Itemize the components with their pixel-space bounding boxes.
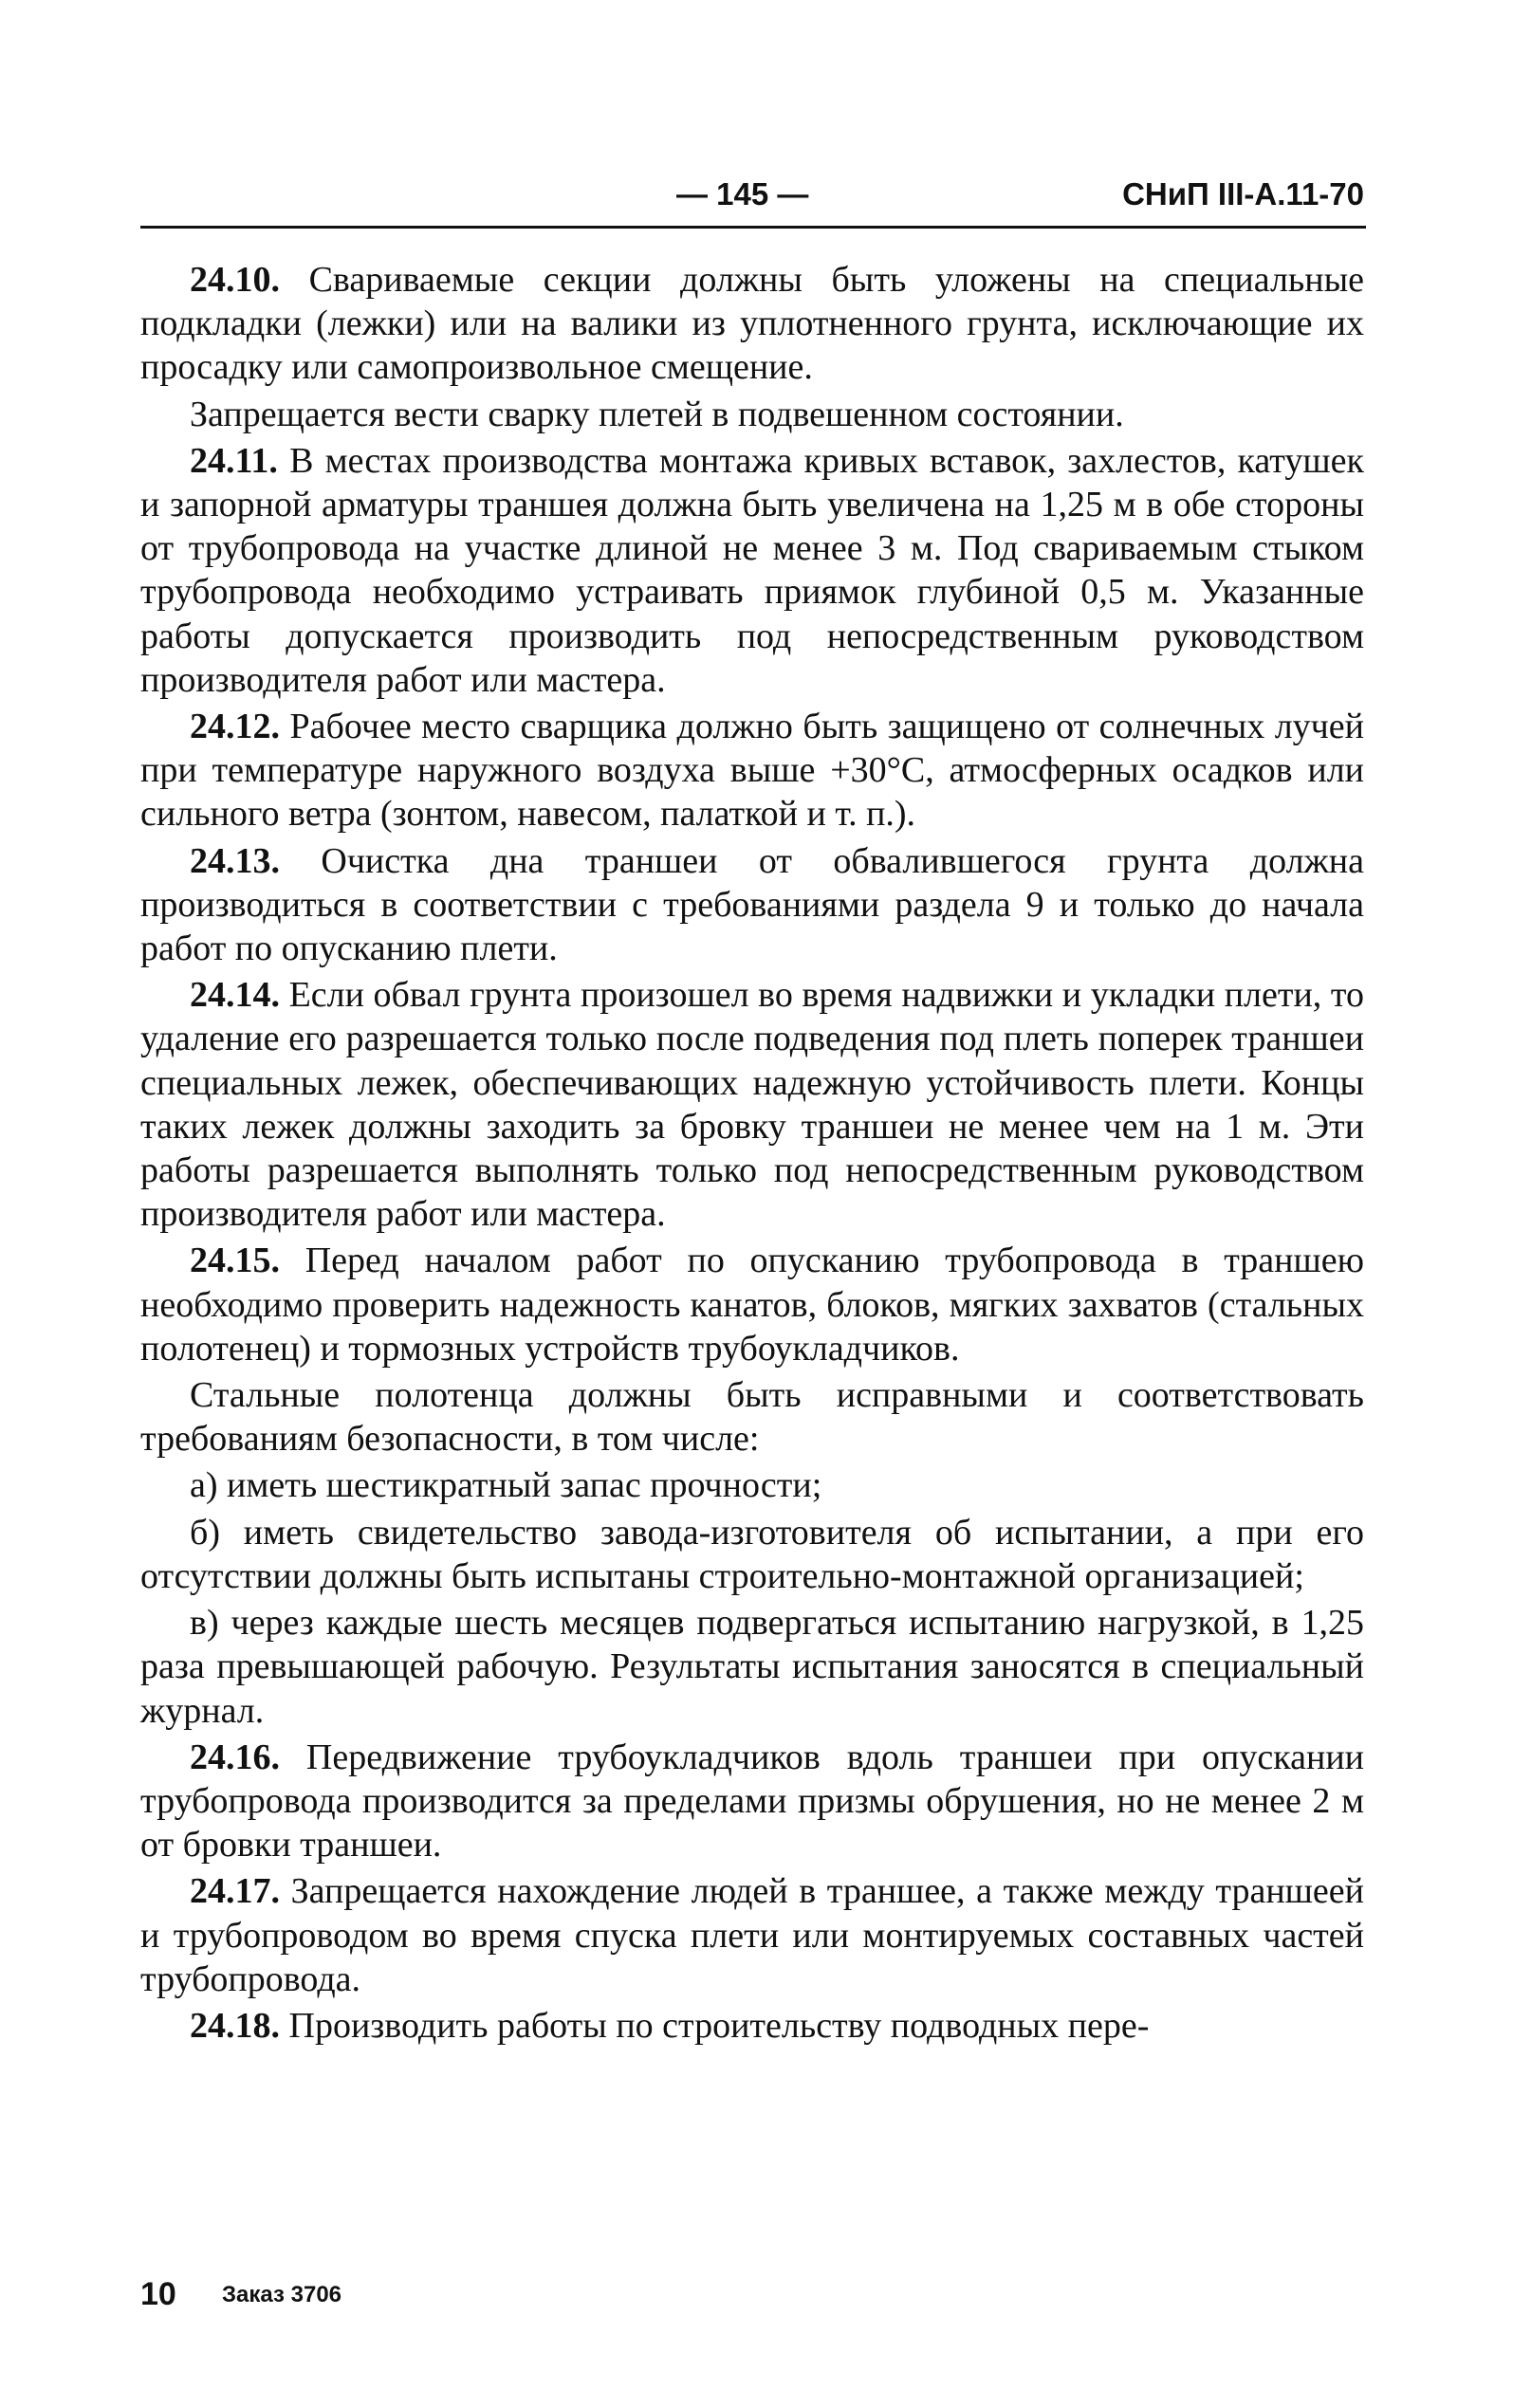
list-item-v [140, 1601, 1364, 1733]
signature-number: 10 [140, 2276, 176, 2312]
paragraph-text: Производить работы по строительству подводных пере- [280, 2005, 1150, 2046]
clause-number: 24.16. [190, 1737, 280, 1777]
paragraph-text: Стальные полотенца должны быть исправными и соответствовать требованиям безопасности, в том числе: [140, 1375, 1364, 1460]
clause-number: 24.10. [190, 260, 280, 300]
clause-number: 24.15. [190, 1241, 280, 1281]
page-header [140, 169, 1364, 216]
paragraph-text: Свариваемые секции должны быть уложены на специальные подкладки (лежки) или на валики из уплотненного грунта, исключающие их просадку или самопроизвольное смещение. [140, 260, 1364, 388]
paragraph-text: б) иметь свидетельство завода-изготовителя об испытании, а при его отсутствии должны быть испытаны строительно-монтажной организацией; [140, 1512, 1364, 1596]
paragraph-24-10-note [140, 393, 1364, 436]
paragraph-24-11 [140, 439, 1364, 702]
paragraph-text: а) иметь шестикратный запас прочности; [190, 1465, 822, 1506]
clause-number: 24.14. [190, 975, 280, 1016]
clause-number: 24.12. [190, 707, 280, 747]
paragraph-24-16 [140, 1736, 1364, 1867]
paragraph-24-12 [140, 705, 1364, 836]
paragraph-text: Запрещается вести сварку плетей в подвешенном состоянии. [190, 394, 1124, 434]
paragraph-24-15-requirements [140, 1373, 1364, 1461]
list-item-b [140, 1511, 1364, 1598]
clause-number: 24.13. [190, 840, 280, 881]
header-divider [140, 226, 1366, 229]
paragraph-24-10 [140, 258, 1364, 390]
paragraph-text: Рабочее место сварщика должно быть защищено от солнечных лучей при температуре наружного воздуха выше +30°С, атмосферных осадков или сильного ветра (зонтом, навесом, палаткой и т. п.). [140, 707, 1364, 835]
paragraph-text: Передвижение трубоукладчиков вдоль траншеи при опускании трубопровода производится за пределами призмы обрушения, но не менее 2 м от бровки траншеи. [140, 1737, 1364, 1866]
clause-number: 24.11. [190, 440, 278, 481]
paragraph-text: Запрещается нахождение людей в траншее, а также между траншеей и трубопроводом во время спуска плети или монтируемых составных частей трубопровода. [140, 1871, 1364, 1999]
paragraph-24-14 [140, 973, 1364, 1236]
clause-number: 24.18. [190, 2005, 280, 2046]
paragraph-text: в) через каждые шесть месяцев подвергаться испытанию нагрузкой, в 1,25 раза превышающей рабочую. Результаты испытания заносятся в специальный журнал. [140, 1603, 1364, 1731]
paragraph-text: Очистка дна траншеи от обвалившегося грунта должна производиться в соответствии с требованиями раздела 9 и только до начала работ по опусканию плети. [140, 840, 1364, 969]
page-number: — 145 — [676, 176, 809, 211]
paragraph-24-15 [140, 1239, 1364, 1370]
clause-number: 24.17. [190, 1871, 280, 1912]
paragraph-text: В местах производства монтажа кривых вставок, захлестов, катушек и запорной арматуры траншея должна быть увеличена на 1,25 м в обе стороны от трубопровода на участке длиной не менее 3 м. Под свариваемым стыком трубопровода необходимо устраивать приямок глубиной 0,5 м. Указанные работы допускается производить под непосредственным руководством производителя работ или мастера. [140, 440, 1364, 700]
paragraph-24-17 [140, 1869, 1364, 2001]
order-label: Заказ 3706 [222, 2282, 342, 2307]
paragraph-24-13 [140, 839, 1364, 971]
document-code: СНиП III-А.11-70 [1122, 176, 1364, 211]
page-footer [140, 2276, 710, 2324]
paragraph-text: Если обвал грунта произошел во время надвижки и укладки плети, то удаление его разрешается только после подведения под плеть поперек траншеи специальных лежек, обеспечивающих надежную устойчивость плети. Концы таких лежек должны заходить за бровку траншеи не менее чем на 1 м. Эти работы разрешается выполнять только под непосредственным руководством производителя работ или мастера. [140, 975, 1364, 1235]
paragraph-24-18 [140, 2004, 1364, 2048]
document-body [140, 258, 1364, 2050]
list-item-a [140, 1463, 1364, 1507]
paragraph-text: Перед началом работ по опусканию трубопровода в траншею необходимо проверить надежность канатов, блоков, мягких захватов (стальных полотенец) и тормозных устройств трубоукладчиков. [140, 1241, 1364, 1369]
